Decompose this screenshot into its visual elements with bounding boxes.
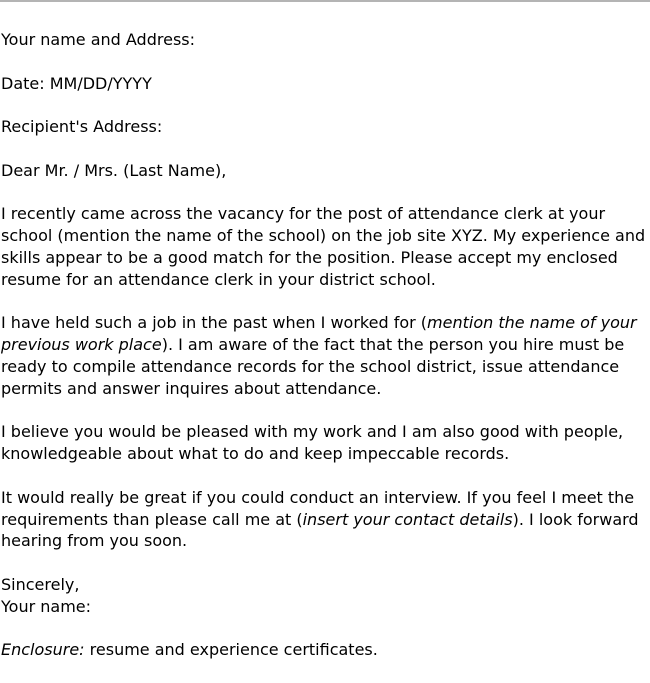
paragraph-experience-text-start: I have held such a job in the past when I worked for ( — [1, 313, 428, 333]
closing-block — [1, 574, 649, 618]
paragraph-experience-text-end: ). I am aware of the fact that the person you hire must be ready to compile attendance records for the school district, issue attendance permits and answer inquires about attendance. — [1, 335, 625, 398]
enclosure-label: Enclosure: — [1, 640, 85, 660]
salutation: Dear Mr. / Mrs. (Last Name), — [1, 160, 227, 180]
sender-address: Your name and Address: — [1, 30, 195, 49]
letter-date: Date: MM/DD/YYYY — [1, 73, 152, 93]
paragraph-qualities: I believe you would be pleased with my work and I am also good with people, knowledgeable about what to do and keep impeccable records. — [1, 422, 624, 464]
paragraph-experience-placeholder: mention the name of your previous work place — [1, 313, 637, 355]
recipient-address: Recipient's Address: — [1, 117, 163, 137]
cover-letter — [1, 29, 649, 661]
paragraph-intro: I recently came across the vacancy for the post of attendance clerk at your school (mention the name of the school) on the job site XYZ. My experience and skills appear to be a good match for the position. Please accept my enclosed resume for an attendance clerk in your district school. — [1, 204, 646, 289]
paragraph-interview-text-start: It would really be great if you could conduct an interview. If you feel I meet the requirements than please call me at ( — [1, 487, 635, 529]
closing: Sincerely, — [1, 574, 80, 594]
top-divider — [0, 0, 650, 2]
paragraph-interview — [1, 487, 649, 552]
paragraph-interview-placeholder: insert your contact details — [302, 509, 513, 529]
signature-line: Your name: — [1, 596, 92, 616]
paragraph-interview-text-end: ). I look forward hearing from you soon. — [1, 509, 639, 551]
enclosure-line — [1, 639, 649, 661]
enclosure-text: resume and experience certificates. — [84, 640, 378, 660]
paragraph-experience — [1, 312, 649, 399]
